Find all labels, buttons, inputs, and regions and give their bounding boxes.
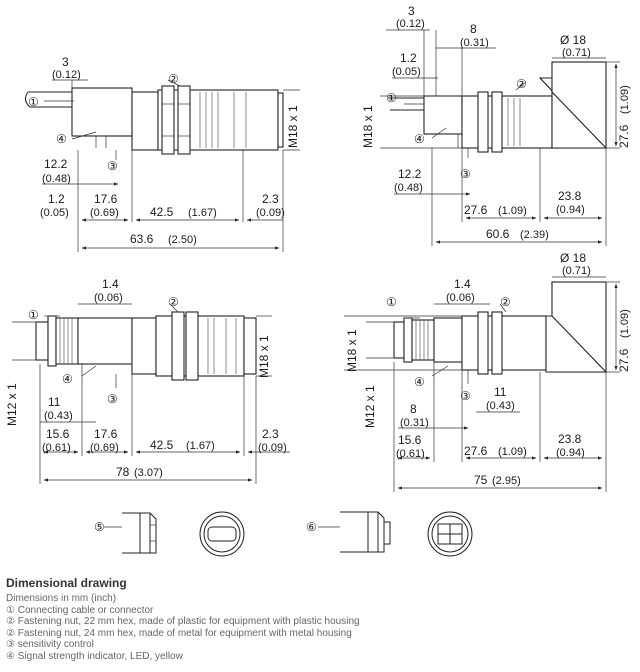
dim-27-6-vertical: 27.6	[617, 348, 631, 372]
dim-15-6-inch: (0.61)	[396, 448, 425, 460]
dim-m12: M12 x 1	[5, 383, 19, 426]
dim-27-6-inch: (1.09)	[498, 446, 527, 458]
callout-1: ①	[28, 95, 39, 109]
dim-60-6-inch: (2.39)	[520, 229, 549, 241]
view-angled-cable	[361, 4, 631, 246]
callout-4: ④	[414, 132, 425, 146]
sensor-face	[244, 318, 256, 374]
legend-units: Dimensions in mm (inch)	[6, 593, 117, 604]
dim-11: 11	[494, 385, 507, 399]
callout-4: ④	[414, 375, 425, 389]
callout-2: ②	[516, 77, 527, 91]
dim-18-inch: (0.71)	[562, 47, 591, 59]
dim-17-6-inch: (0.69)	[90, 442, 119, 454]
callout-2: ②	[168, 295, 179, 309]
dim-78: 78	[116, 465, 130, 479]
dim-23-8-inch: (0.94)	[556, 447, 585, 459]
callout-1: ①	[386, 295, 397, 309]
sensor-face	[278, 93, 283, 147]
legend-item-3: ③ sensitivity control	[6, 639, 94, 650]
dim-m18: M18 x 1	[345, 329, 359, 372]
dim-15-6: 15.6	[398, 433, 422, 447]
callout-4: ④	[62, 372, 73, 386]
sensor-tail	[72, 88, 132, 136]
dim-18-inch: (0.71)	[562, 265, 591, 277]
threaded-body	[156, 316, 244, 376]
dim-11: 11	[48, 395, 61, 409]
dim-8: 8	[470, 22, 477, 36]
callout-4: ④	[56, 132, 67, 146]
view-angled-connector	[344, 251, 631, 492]
callout-3: ③	[107, 159, 118, 173]
dim-17-6: 17.6	[94, 427, 118, 441]
sensor-housing	[132, 92, 158, 150]
dim-m12: M12 x 1	[363, 385, 377, 428]
view-straight-cable	[25, 55, 300, 252]
dim-1-2: 1.2	[400, 51, 417, 65]
dim-27-6: 27.6	[464, 203, 488, 217]
view-straight-connector	[5, 277, 290, 484]
sensor-tail	[434, 318, 462, 362]
callout-3: ③	[460, 167, 471, 181]
dim-15-6-inch: (0.61)	[42, 442, 71, 454]
sensor-tail	[424, 96, 462, 134]
legend-title: Dimensional drawing	[6, 576, 127, 590]
sensor-tail	[78, 318, 132, 364]
dim-3: 3	[408, 4, 415, 18]
dim-1-2: 1.2	[48, 192, 65, 206]
dim-18: Ø 18	[560, 33, 587, 47]
dim-11-inch: (0.43)	[486, 400, 515, 412]
dim-8: 8	[410, 402, 417, 416]
dim-27-6-vertical-inch: (1.09)	[619, 309, 631, 338]
dim-78-inch: (3.07)	[134, 467, 163, 479]
dim-42-5-inch: (1.67)	[186, 440, 215, 452]
dim-42-5: 42.5	[150, 438, 174, 452]
dim-63-6-inch: (2.50)	[168, 234, 197, 246]
legend-item-2-metal: ② Fastening nut, 24 mm hex, made of metal for equipment with metal housing	[6, 627, 352, 639]
threaded-body	[462, 316, 546, 370]
detail-6	[306, 512, 472, 556]
dim-42-5: 42.5	[150, 205, 174, 219]
callout-3: ③	[460, 389, 471, 403]
dim-1-4-inch: (0.06)	[446, 292, 475, 304]
dim-23-8: 23.8	[558, 189, 582, 203]
dim-m18: M18 x 1	[257, 335, 271, 378]
dim-27-6-vertical-inch: (1.09)	[619, 85, 631, 114]
callout-1: ①	[28, 308, 39, 322]
dim-1-4: 1.4	[454, 277, 471, 291]
callout-1: ①	[386, 91, 397, 105]
threaded-body	[462, 96, 558, 148]
dim-15-6: 15.6	[46, 427, 70, 441]
sensor-housing	[132, 318, 156, 374]
dim-60-6: 60.6	[486, 227, 510, 241]
legend	[6, 576, 636, 662]
dim-12-2-inch: (0.48)	[394, 182, 423, 194]
legend-item-4: ④ Signal strength indicator, LED, yellow	[6, 650, 183, 662]
dim-11-inch: (0.43)	[44, 410, 73, 422]
dim-17-6: 17.6	[94, 192, 118, 206]
dim-8-inch: (0.31)	[400, 417, 429, 429]
connector	[36, 316, 78, 366]
dim-2-3: 2.3	[262, 192, 279, 206]
dim-1-2-inch: (0.05)	[40, 207, 69, 219]
callout-5: ⑤	[94, 520, 105, 534]
dim-27-6-inch: (1.09)	[498, 205, 527, 217]
dim-8-inch: (0.31)	[460, 37, 489, 49]
callout-3: ③	[107, 392, 118, 406]
dim-42-5-inch: (1.67)	[188, 207, 217, 219]
dim-3-inch: (0.12)	[396, 18, 425, 30]
dim-17-6-inch: (0.69)	[90, 207, 119, 219]
dim-27-6-vertical: 27.6	[617, 124, 631, 148]
dim-2-3-inch: (0.09)	[258, 442, 287, 454]
dim-63-6: 63.6	[130, 232, 154, 246]
legend-item-2-plastic: ② Fastening nut, 22 mm hex, made of plastic for equipment with plastic housing	[6, 616, 360, 627]
dim-23-8: 23.8	[558, 432, 582, 446]
dim-1-4: 1.4	[102, 277, 119, 291]
dim-27-6: 27.6	[464, 444, 488, 458]
dim-23-8-inch: (0.94)	[556, 204, 585, 216]
dim-12-2-inch: (0.48)	[42, 173, 71, 185]
callout-2: ②	[500, 295, 511, 309]
dim-1-4-inch: (0.06)	[94, 292, 123, 304]
dim-75-inch: (2.95)	[492, 475, 521, 487]
dim-3: 3	[62, 55, 69, 69]
dim-12-2: 12.2	[44, 157, 68, 171]
callout-2: ②	[168, 72, 179, 86]
legend-item-1: ① Connecting cable or connector	[6, 604, 154, 616]
dim-m18: M18 x 1	[286, 105, 300, 148]
dim-18: Ø 18	[560, 251, 587, 265]
dim-2-3: 2.3	[262, 427, 279, 441]
dim-1-2-inch: (0.05)	[392, 66, 421, 78]
detail-5	[94, 512, 244, 556]
connector	[394, 318, 434, 362]
dim-75: 75	[474, 473, 488, 487]
callout-6: ⑥	[306, 520, 317, 534]
dim-m18: M18 x 1	[361, 105, 375, 148]
dim-2-3-inch: (0.09)	[256, 207, 285, 219]
dim-3-inch: (0.12)	[52, 69, 81, 81]
dim-12-2: 12.2	[398, 167, 422, 181]
